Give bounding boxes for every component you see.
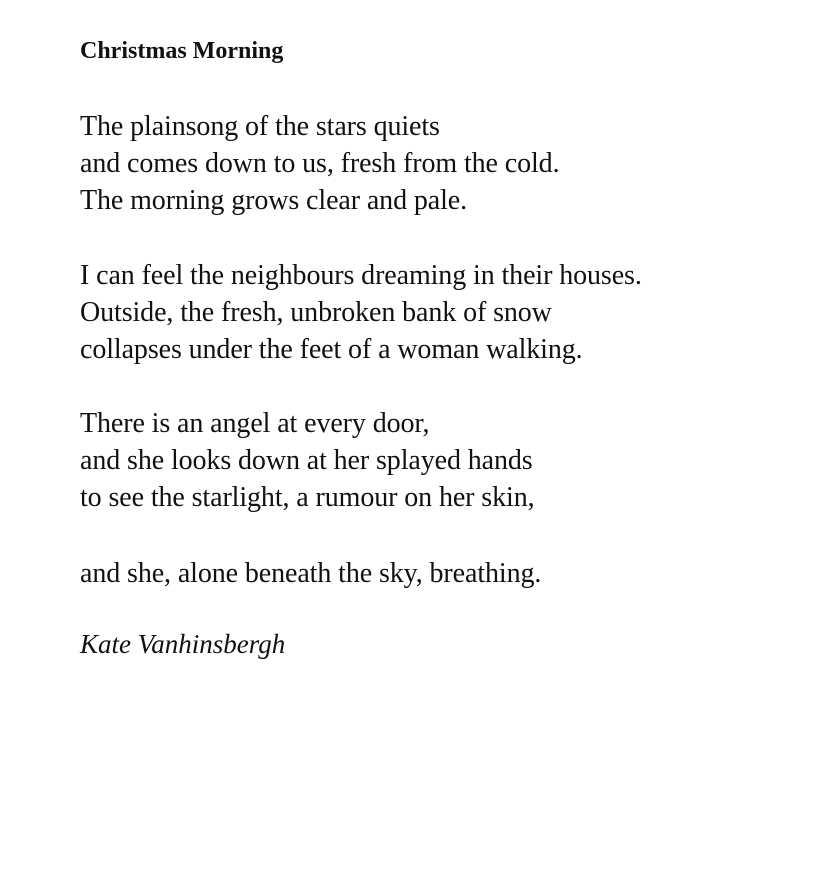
poem-line: Outside, the fresh, unbroken bank of snow: [80, 297, 552, 328]
poem-line: collapses under the feet of a woman walking.: [80, 334, 583, 365]
poem-line: I can feel the neighbours dreaming in their houses.: [80, 260, 642, 291]
stanza-4: [80, 555, 541, 592]
poem-line: and comes down to us, fresh from the cold.: [80, 148, 560, 179]
poem-line: and she looks down at her splayed hands: [80, 445, 533, 476]
author-name: Kate Vanhinsbergh: [80, 629, 286, 659]
stanza-1: [80, 108, 559, 219]
poem-line: to see the starlight, a rumour on her skin,: [80, 482, 535, 513]
poem-line: and she, alone beneath the sky, breathing.: [80, 558, 542, 589]
poem-line: The plainsong of the stars quiets: [80, 111, 440, 142]
stanza-2: [80, 257, 642, 368]
poem-line: There is an angel at every door,: [80, 408, 430, 439]
stanza-3: [80, 405, 535, 516]
poem-title: Christmas Morning: [80, 38, 284, 64]
poem-line: The morning grows clear and pale.: [80, 185, 468, 216]
